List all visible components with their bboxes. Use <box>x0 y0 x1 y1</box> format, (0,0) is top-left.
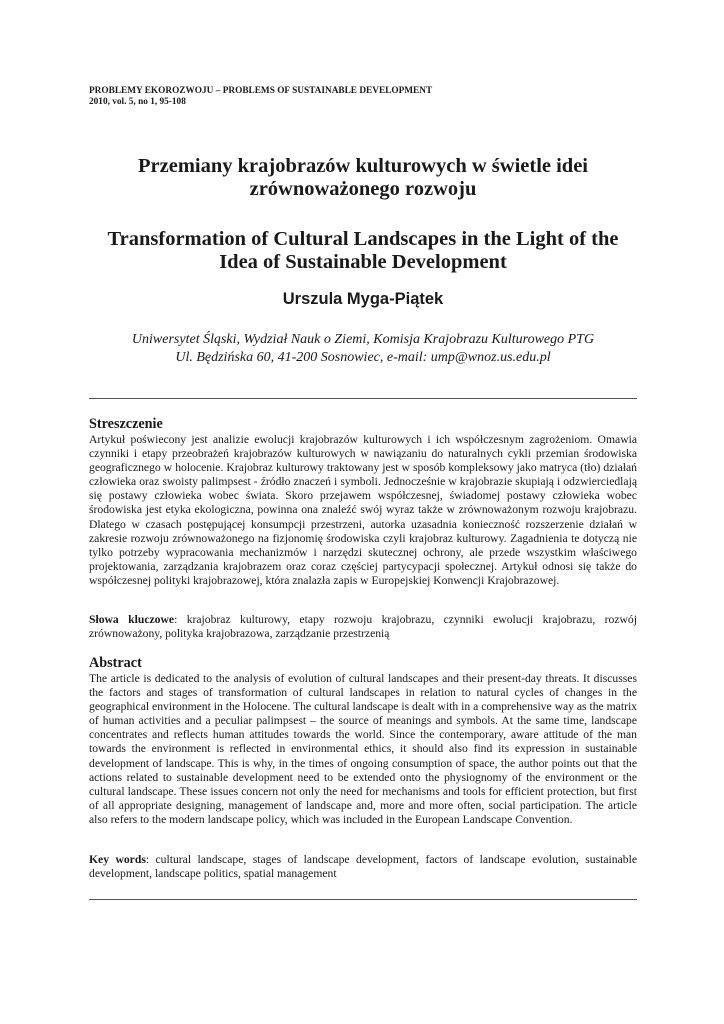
title-english-line-1: Transformation of Cultural Landscapes in the Light of the <box>107 228 619 250</box>
key-words-text: : cultural landscape, stages of landscape development, factors of landscape evolution, sustainable development, landscape politics, spatial management <box>89 853 637 881</box>
slowa-kluczowe-text: : krajobraz kulturowy, etapy rozwoju krajobrazu, czynniki ewolucji krajobrazu, rozwój zrównoważony, polityka krajobrazowa, zarządzanie przestrzenią <box>89 613 637 641</box>
title-polish-line-2: zrównoważonego rozwoju <box>249 178 477 200</box>
author-name: Urszula Myga-Piątek <box>282 290 444 308</box>
abstract-text: The article is dedicated to the analysis of evolution of cultural landscapes and their present-day threats. It discusses the factors and stages of transformation of cultural landscapes in relation to natural cycles of changes in the geographical environment in the Holocene. The cultural landscape is dealt with in a comprehensive way as the matrix of human activities and a peculiar palimpsest – the source of meanings and symbols. At the same time, landscape concentrates and reflects human attitudes towards the world. Since the contemporary, aware attitude of the man towards the environment is reflected in environmental ethics, it should also find its expression in sustainable development of landscape. This is why, in the times of ongoing consumption of space, the author points out that the actions related to sustainable development need to be extended onto the physiognomy of the environment or the cultural landscape. These issues concern not only the need for mechanisms and tools for efficient protection, but first of all appropriate designing, management of landscape and, more and more often, social participation. The article also refers to the modern landscape policy, which was included in the European Landscape Convention. <box>89 672 638 826</box>
journal-issue: 2010, vol. 5, no 1, 95-108 <box>89 97 186 107</box>
bottom-divider <box>89 899 637 900</box>
author-affiliation <box>89 331 637 367</box>
key-words <box>89 853 637 881</box>
slowa-kluczowe-label: Słowa kluczowe <box>89 613 175 626</box>
top-divider <box>89 398 637 399</box>
affiliation-line-1: Uniwersytet Śląski, Wydział Nauk o Ziemi, Komisja Krajobrazu Kulturowego PTG <box>131 332 595 347</box>
title-english-line-2: Idea of Sustainable Development <box>219 251 507 273</box>
slowa-kluczowe <box>89 613 637 641</box>
affiliation-line-2: Ul. Będzińska 60, 41-200 Sosnowiec, e-mail: ump@wnoz.us.edu.pl <box>175 350 551 365</box>
streszczenie-text: Artykuł poświecony jest analizie ewolucji krajobrazów kulturowych i ich współczesnym zagrożeniom. Omawia czynniki i etapy przeobrażeń krajobrazów kulturowych w nawiązaniu do naturalnych cykli przemian środowiska geograficznego w holocenie. Krajobraz kulturowy traktowany jest w sposób kompleksowy jako matryca (tło) działań człowieka oraz swoisty palimpsest - źródło znaczeń i symboli. Jednocześnie w krajobrazie skupiają i odzwierciedlają się postawy człowieka wobec świata. Skoro przejawem współczesnej, świadomej postawy człowieka wobec środowiska jest etyka ekologiczna, powinna ona znaleźć swój wyraz także w zrównoważonym rozwoju krajobrazu. Dlatego w czasach postępującej konsumpcji przestrzeni, autorka uzasadnia konieczność rozszerzenie działań w zakresie rozwoju zrównoważonego na fizjonomię środowiska czyli krajobraz kulturowy. Zagadnienia te dotyczą nie tylko potrzeby wypracowania mechanizmów i narzędzi skutecznej ochrony, ale przede wszystkim właściwego projektowania, zarządzania krajobrazem oraz coraz częściej partycypacji społecznej. Artykuł odnosi się także do współczesnej polityki krajobrazowej, która znalazła zapis w Europejskiej Konwencji Krajobrazowej. <box>89 433 637 587</box>
title-english <box>89 228 637 274</box>
streszczenie-heading: Streszczenie <box>89 416 163 432</box>
journal-name: PROBLEMY EKOROZWOJU – PROBLEMS OF SUSTAINABLE DEVELOPMENT <box>89 86 433 96</box>
title-polish-line-1: Przemiany krajobrazów kulturowych w świetle idei <box>138 155 588 177</box>
journal-header <box>89 86 432 108</box>
abstract-heading: Abstract <box>89 655 142 671</box>
title-polish <box>89 155 637 201</box>
key-words-label: Key words <box>89 853 146 866</box>
